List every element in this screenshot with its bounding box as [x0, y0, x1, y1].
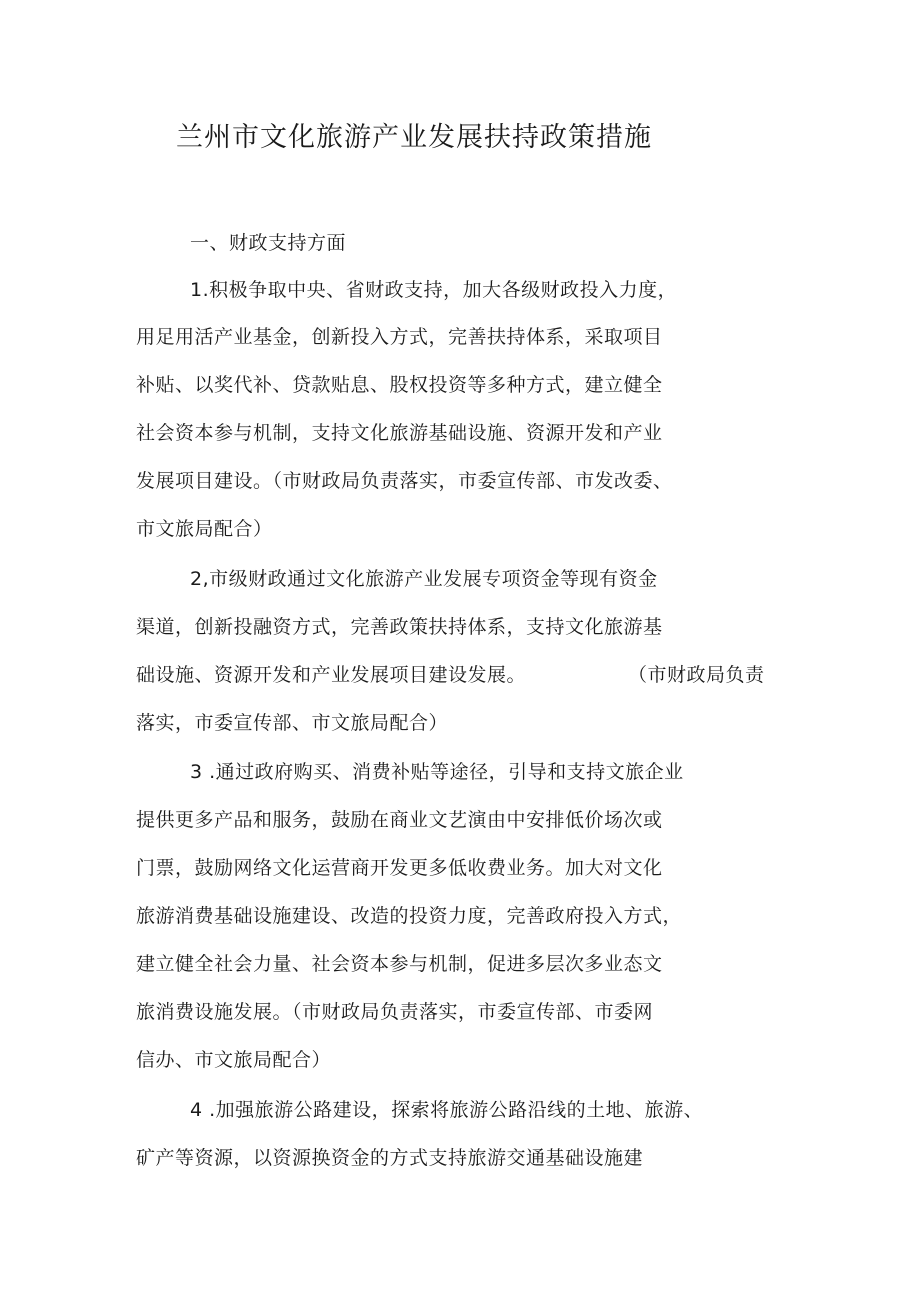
paragraph-line: 补贴、以奖代补、贷款贴息、股权投资等多种方式，建立健全	[136, 374, 663, 396]
paragraph-line: 市文旅局配合）	[136, 518, 273, 540]
paragraph-line: 门票，鼓励网络文化运营商开发更多低收费业务。加大对文化	[136, 857, 663, 879]
section-heading: 一、财政支持方面	[190, 232, 347, 254]
paragraph-line: （市财政局负责	[628, 664, 765, 686]
paragraph-line: 1.积极争取中央、省财政支持，加大各级财政投入力度，	[190, 279, 678, 301]
paragraph-line: 提供更多产品和服务，鼓励在商业文艺演由中安排低价场次或	[136, 809, 663, 831]
paragraph-line: 4 .加强旅游公路建设，探索将旅游公路沿线的土地、旅游、	[190, 1099, 704, 1121]
paragraph-line: 3 .通过政府购买、消费补贴等途径，引导和支持文旅企业	[190, 761, 684, 783]
paragraph-line: 2,市级财政通过文化旅游产业发展专项资金等现有资金	[190, 568, 658, 590]
paragraph-line: 渠道，创新投融资方式，完善政策扶持体系，支持文化旅游基	[136, 616, 663, 638]
paragraph-line: 旅游消费基础设施建设、改造的投资力度，完善政府投入方式，	[136, 905, 683, 927]
paragraph-line: 旅消费设施发展。（市财政局负责落实，市委宣传部、市委网	[136, 1001, 654, 1023]
paragraph-line: 建立健全社会力量、社会资本参与机制，促进多层次多业态文	[136, 953, 663, 975]
paragraph-line: 础设施、资源开发和产业发展项目建设发展。	[136, 664, 527, 686]
document-title: 兰州市文化旅游产业发展扶持政策措施	[176, 122, 652, 153]
paragraph-line: 落实，市委宣传部、市文旅局配合）	[136, 712, 449, 734]
paragraph-line: 用足用活产业基金，创新投入方式，完善扶持体系，采取项目	[136, 326, 663, 348]
paragraph-line: 社会资本参与机制，支持文化旅游基础设施、资源开发和产业	[136, 422, 663, 444]
paragraph-line: 信办、市文旅局配合）	[136, 1049, 332, 1071]
paragraph-line: 发展项目建设。（市财政局负责落实，市委宣传部、市发改委、	[136, 470, 673, 492]
paragraph-line: 矿产等资源，以资源换资金的方式支持旅游交通基础设施建	[136, 1147, 644, 1169]
